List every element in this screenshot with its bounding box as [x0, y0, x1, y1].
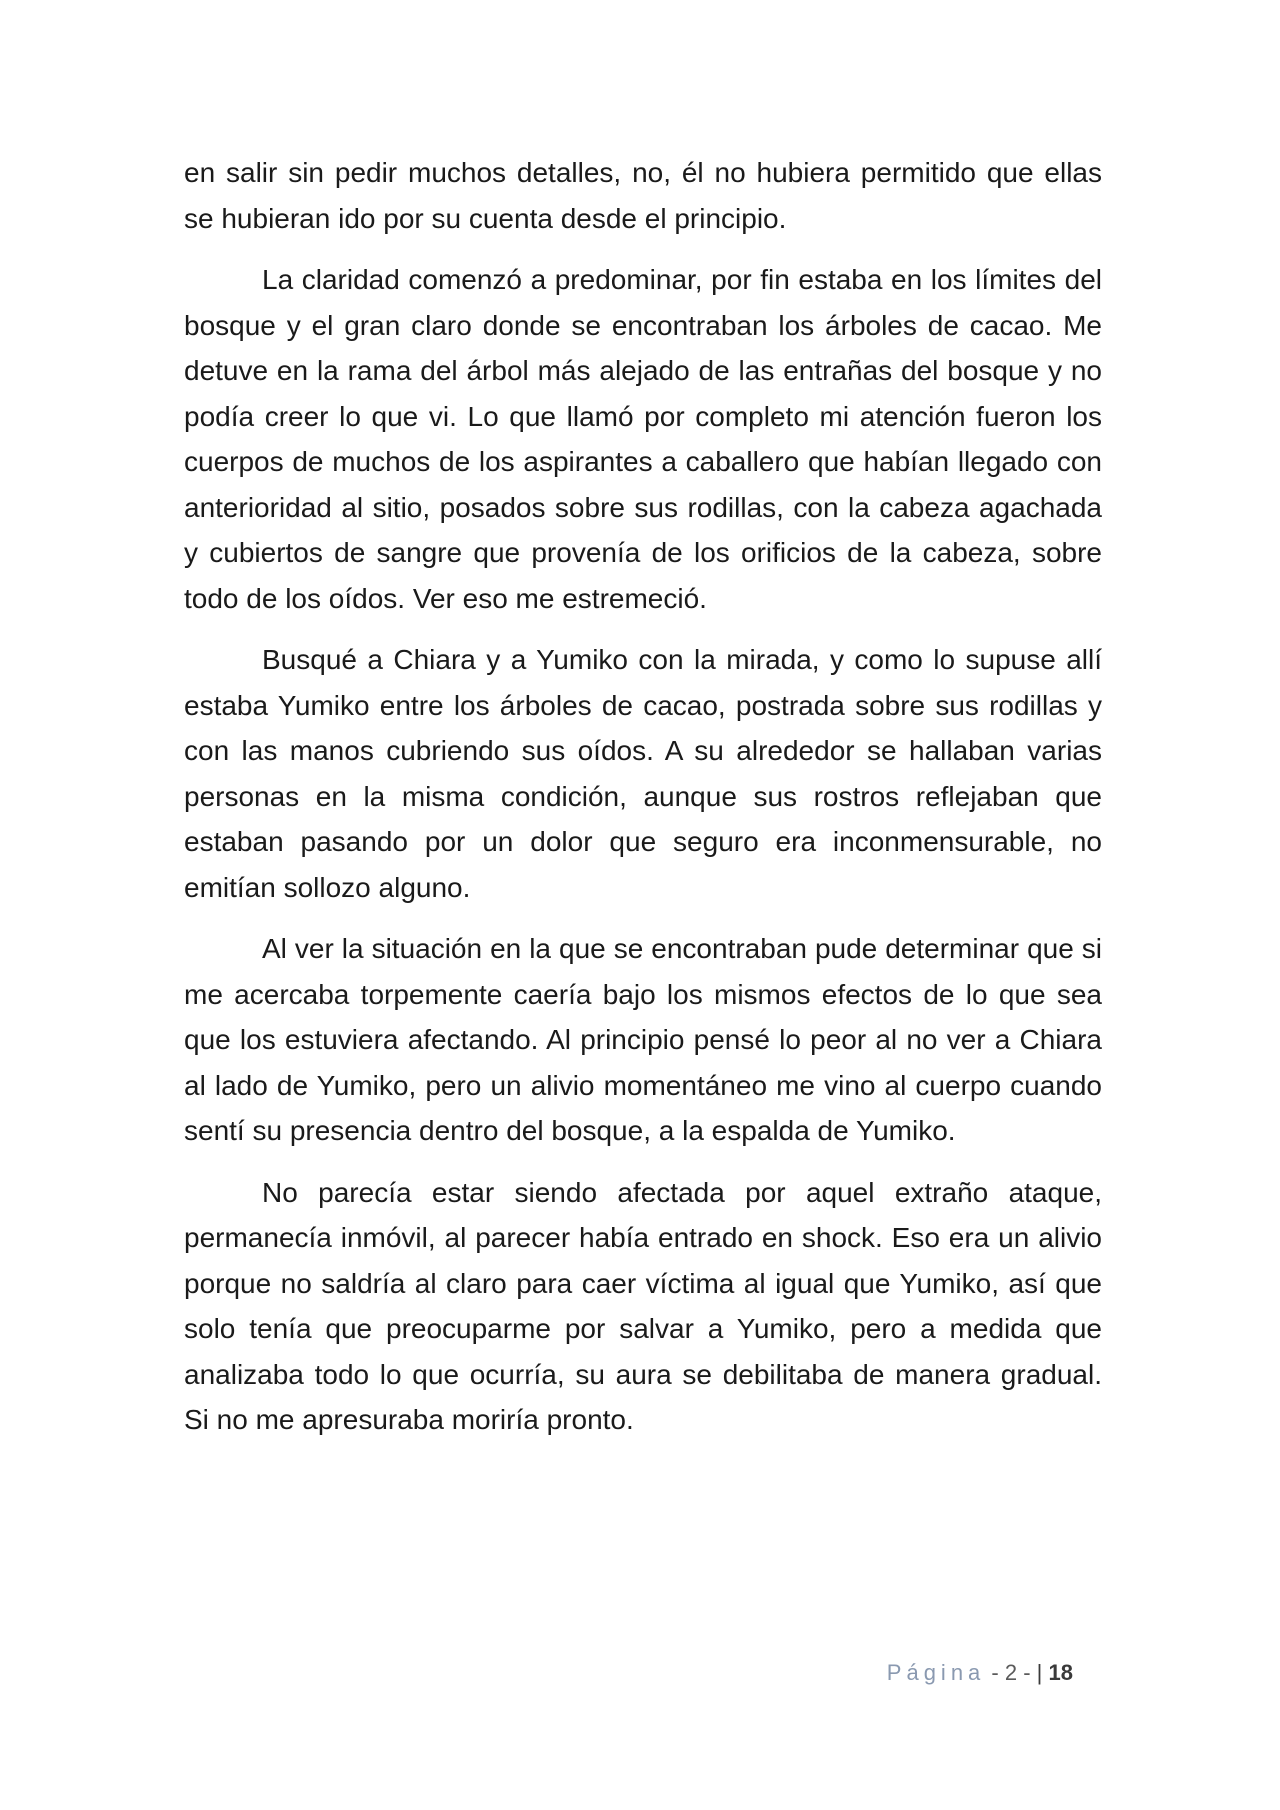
footer-total-pages: 18 [1048, 1660, 1073, 1685]
page-text-body [184, 150, 1102, 1459]
footer-page-label: Página [886, 1660, 986, 1685]
paragraph-2: La claridad comenzó a predominar, por fin estaba en los límites del bosque y el gran claro donde se encontraban los árboles de cacao. Me detuve en la rama del árbol más alejado de las entrañas del bosque y no podía creer lo que vi. Lo que llamó por completo mi atención fueron los cuerpos de muchos de los aspirantes a caballero que habían llegado con anterioridad al sitio, posados sobre sus rodillas, con la cabeza agachada y cubiertos de sangre que provenía de los orificios de la cabeza, sobre todo de los oídos. Ver eso me estremeció. [184, 264, 1102, 614]
paragraph-5: No parecía estar siendo afectada por aquel extraño ataque, permanecía inmóvil, al parecer había entrado en shock. Eso era un alivio porque no saldría al claro para caer víctima al igual que Yumiko, así que solo tenía que preocuparme por salvar a Yumiko, pero a medida que analizaba todo lo que ocurría, su aura se debilitaba de manera gradual. Si no me apresuraba moriría pronto. [184, 1176, 1102, 1435]
footer-page-number: - 2 - [991, 1660, 1031, 1685]
paragraph-1: en salir sin pedir muchos detalles, no, él no hubiera permitido que ellas se hubieran ido por su cuenta desde el principio. [184, 157, 1102, 234]
page-footer [0, 1660, 1073, 1686]
paragraph-4: Al ver la situación en la que se encontraban pude determinar que si me acercaba torpemente caería bajo los mismos efectos de lo que sea que los estuviera afectando. Al principio pensé lo peor al no ver a Chiara al lado de Yumiko, pero un alivio momentáneo me vino al cuerpo cuando sentí su presencia dentro del bosque, a la espalda de Yumiko. [184, 933, 1102, 1146]
footer-separator: | [1036, 1660, 1043, 1685]
paragraph-3: Busqué a Chiara y a Yumiko con la mirada, y como lo supuse allí estaba Yumiko entre los árboles de cacao, postrada sobre sus rodillas y con las manos cubriendo sus oídos. A su alrededor se hallaban varias personas en la misma condición, aunque sus rostros reflejaban que estaban pasando por un dolor que seguro era inconmensurable, no emitían sollozo alguno. [184, 644, 1102, 903]
